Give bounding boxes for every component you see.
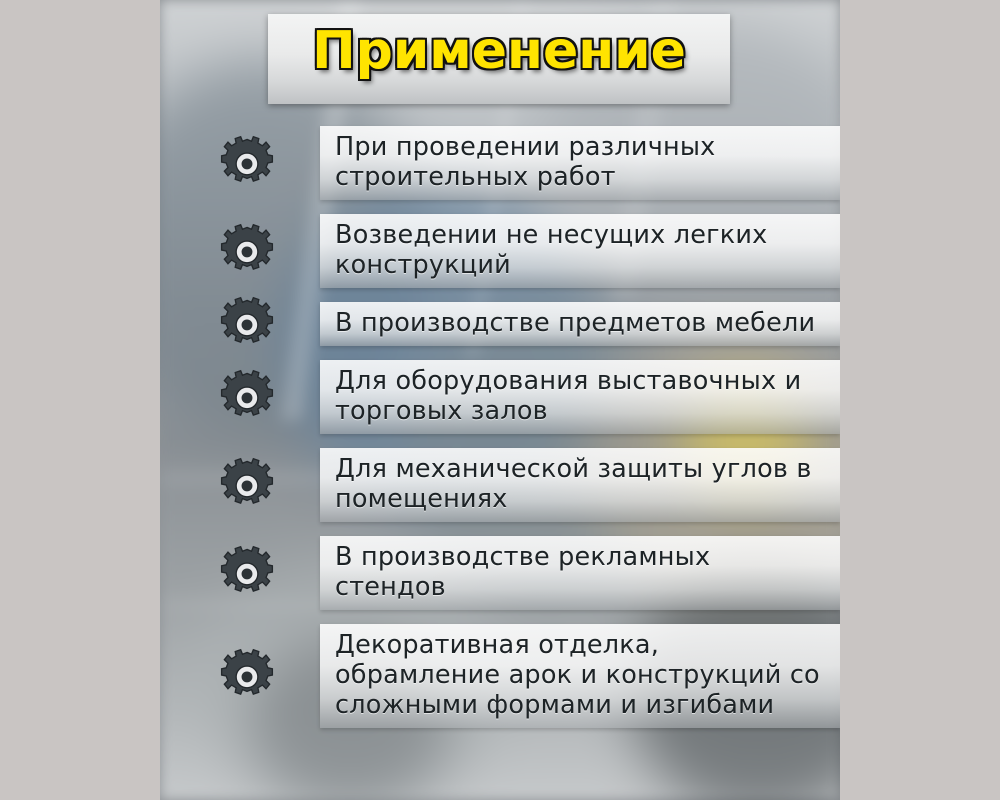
poster (160, 0, 840, 800)
list-item (160, 536, 840, 610)
list-item (160, 302, 840, 346)
list-item-label: В производстве рекламных стендов (335, 542, 711, 602)
list-item-label: В производстве предметов мебели (335, 308, 816, 338)
gear-icon (218, 647, 276, 705)
list-item (160, 624, 840, 728)
gear-icon (218, 368, 276, 426)
gear-icon (218, 456, 276, 514)
application-list (160, 126, 840, 742)
list-item (160, 126, 840, 200)
gear-icon (218, 134, 276, 192)
list-item (160, 448, 840, 522)
gear-icon (218, 222, 276, 280)
list-item-label: Декоративная отделка, обрамление арок и конструкций со сложными формами и изгибами (335, 630, 820, 720)
page-title: Применение (312, 21, 686, 81)
list-item-label: Для оборудования выставочных и торговых залов (335, 366, 802, 426)
gear-icon (218, 295, 276, 353)
list-item-label: Возведении не несущих легких конструкций (335, 220, 768, 280)
gear-icon (218, 544, 276, 602)
list-item (160, 214, 840, 288)
list-item (160, 360, 840, 434)
list-item-label: Для механической защиты углов в помещениях (335, 454, 812, 514)
list-item-label: При проведении различных строительных работ (335, 132, 716, 192)
